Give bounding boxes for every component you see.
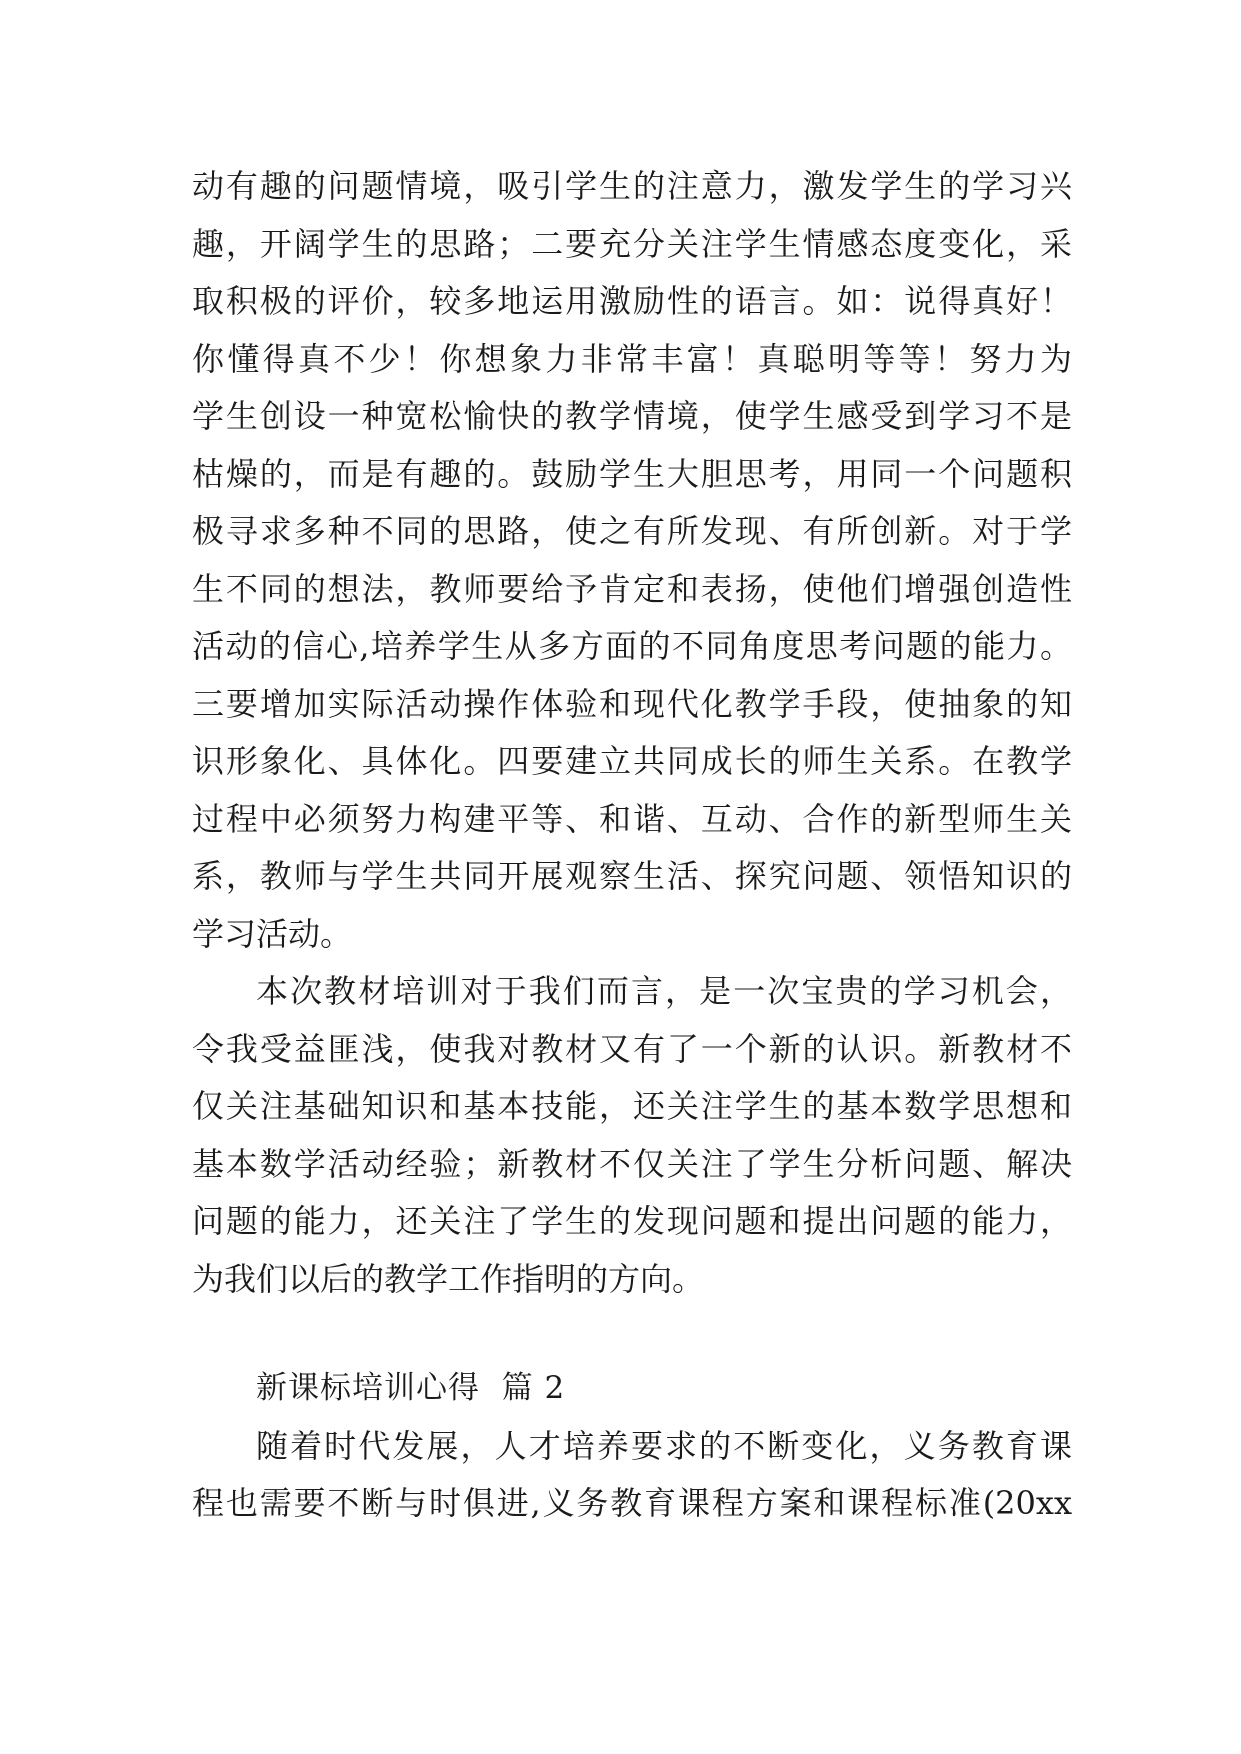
- paragraph-2: [192, 963, 1072, 1308]
- text-line: 活动的信心,培养学生从多方面的不同角度思考问题的能力。: [192, 627, 1072, 665]
- text-line: 程也需要不断与时俱进,义务教育课程方案和课程标准(20xx: [192, 1484, 1072, 1522]
- text-line: 问题的能力，还关注了学生的发现问题和提出问题的能力，: [192, 1202, 1072, 1240]
- text-line: 学生创设一种宽松愉快的教学情境，使学生感受到学习不是: [192, 397, 1072, 435]
- text-line: 你懂得真不少！你想象力非常丰富！真聪明等等！努力为: [192, 339, 1072, 378]
- text-line: 仅关注基础知识和基本技能，还关注学生的基本数学思想和: [192, 1087, 1072, 1125]
- document-body: [192, 158, 1072, 1533]
- section-heading: 新课标培训心得 篇 2: [256, 1370, 566, 1406]
- text-line: 学习活动。: [192, 914, 353, 953]
- text-line: 识形象化、具体化。四要建立共同成长的师生关系。在教学: [192, 742, 1072, 780]
- text-line: 极寻求多种不同的思路，使之有所发现、有所创新。对于学: [192, 512, 1072, 550]
- section-spacer: [192, 1308, 1072, 1360]
- text-line: 动有趣的问题情境，吸引学生的注意力，激发学生的学习兴: [192, 167, 1072, 205]
- text-line: 趣，开阔学生的思路；二要充分关注学生情感态度变化，采: [192, 224, 1072, 263]
- text-line: 生不同的想法，教师要给予肯定和表扬，使他们增强创造性: [192, 569, 1072, 608]
- text-line: 枯燥的，而是有趣的。鼓励学生大胆思考，用同一个问题积: [192, 454, 1072, 493]
- text-line: 三要增加实际活动操作体验和现代化教学手段，使抽象的知: [192, 684, 1072, 723]
- paragraph-3: [192, 1418, 1072, 1533]
- text-line: 为我们以后的教学工作指明的方向。: [192, 1259, 705, 1298]
- text-line: 基本数学活动经验；新教材不仅关注了学生分析问题、解决: [192, 1144, 1072, 1183]
- text-line: 随着时代发展，人才培养要求的不断变化，义务教育课: [256, 1426, 1072, 1465]
- paragraph-1: [192, 158, 1072, 963]
- text-line: 本次教材培训对于我们而言，是一次宝贵的学习机会，: [256, 972, 1072, 1010]
- text-line: 取积极的评价，较多地运用激励性的语言。如：说得真好！: [192, 282, 1072, 320]
- text-line: 系，教师与学生共同开展观察生活、探究问题、领悟知识的: [192, 857, 1072, 895]
- text-line: 令我受益匪浅，使我对教材又有了一个新的认识。新教材不: [192, 1029, 1072, 1068]
- text-line: 过程中必须努力构建平等、和谐、互动、合作的新型师生关: [192, 799, 1072, 838]
